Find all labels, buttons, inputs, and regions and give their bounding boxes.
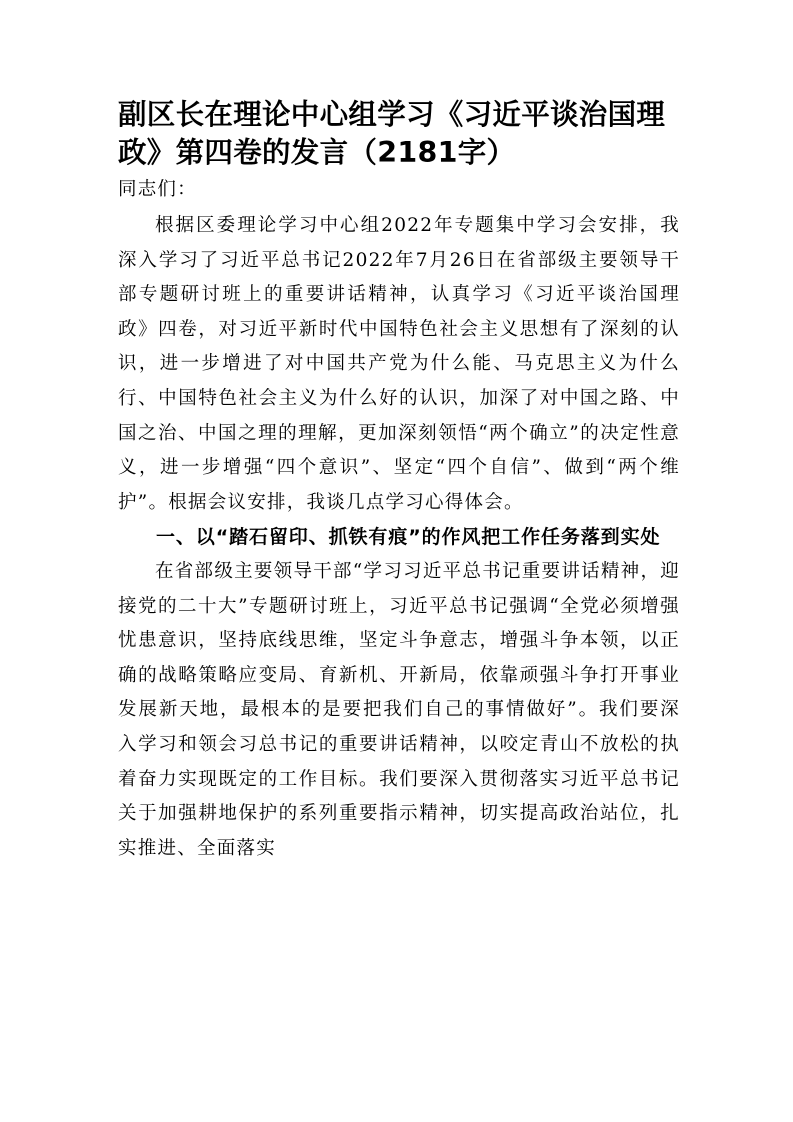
section-1-paragraph: 在省部级主要领导干部“学习习近平总书记重要讲话精神，迎接党的二十大”专题研讨班上，习近平总书记强调“全党必须增强忧患意识，坚持底线思维，坚定斗争意志，增强斗争本领，以正确的战略策略应变局、育新机、开新局，依靠顽强斗争打开事业发展新天地，最根本的是要把我们自己的事情做好”。我们要深入学习和领会习总书记的重要讲话精神，以咬定青山不放松的执着奋力实现既定的工作目标。我们要深入贯彻落实习近平总书记关于加强耕地保护的系列重要指示精神，切实提高政治站位，扎实推进、全面落实 xyxy=(118,560,680,859)
document-page xyxy=(118,96,680,866)
section-heading-1: 一、以“踏石留印、抓铁有痕”的作风把工作任务落到实处 xyxy=(156,526,661,549)
document-title: 副区长在理论中心组学习《习近平谈治国理政》第四卷的发言（2181字） xyxy=(118,98,666,169)
intro-paragraph: 根据区委理论学习中心组2022年专题集中学习会安排，我深入学习了习近平总书记2022年7月26日在省部级主要领导干部专题研讨班上的重要讲话精神，认真学习《习近平谈治国理政》四卷，对习近平新时代中国特色社会主义思想有了深刻的认识，进一步增进了对中国共产党为什么能、马克思主义为什么行、中国特色社会主义为什么好的认识，加深了对中国之路、中国之治、中国之理的理解，更加深刻领悟“两个确立”的决定性意义，进一步增强“四个意识”、坚定“四个自信”、做到“两个维护”。根据会议安排，我谈几点学习心得体会。 xyxy=(118,215,680,513)
salutation: 同志们： xyxy=(118,179,197,200)
